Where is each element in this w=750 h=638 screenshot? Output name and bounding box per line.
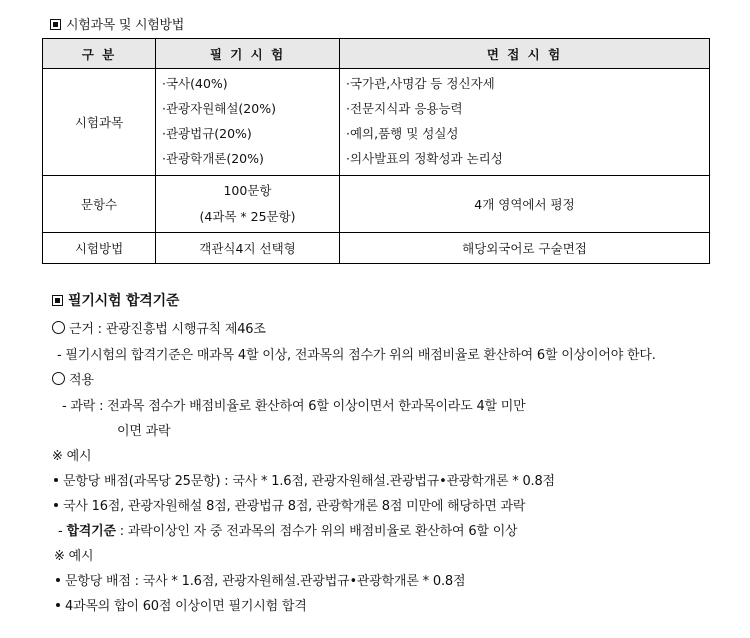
subjects-label: 시험과목: [43, 69, 156, 176]
written-method: 객관식4지 선택형: [156, 233, 340, 264]
table-row-question-count: [43, 176, 710, 233]
header-interview-exam: 면 접 시 험: [340, 39, 710, 69]
table-header-row: [43, 39, 710, 69]
interview-subject-item: ·예의,품행 및 성실성: [346, 126, 459, 141]
section2-heading: [52, 290, 179, 310]
written-subjects-cell: [156, 69, 340, 176]
header-category: 구 분: [43, 39, 156, 69]
square-bullet-icon: [50, 19, 61, 30]
basis-line: [52, 318, 266, 337]
method-label: 시험방법: [43, 233, 156, 264]
circle-bullet-icon: [52, 372, 65, 385]
apply-line: [52, 369, 94, 388]
example2-title: ※ 예시: [54, 549, 94, 564]
question-count-label: 문항수: [43, 176, 156, 233]
apply-text: 적용: [69, 373, 94, 388]
interview-method: 해당외국어로 구술면접: [340, 233, 710, 264]
written-subject-item: ·관광학개론(20%): [162, 151, 264, 166]
exam-table: [42, 38, 710, 264]
pass-criteria-label: 합격기준: [66, 524, 116, 539]
section1-heading: [50, 14, 184, 33]
interview-subject-item: ·의사발표의 정확성과 논리성: [346, 151, 503, 166]
section1-title: 시험과목 및 시험방법: [66, 18, 184, 33]
interview-subject-item: ·국가관,사명감 등 정신자세: [346, 76, 495, 91]
section2-title: 필기시험 합격기준: [68, 293, 180, 309]
example2-item: 4과목의 합이 60점 이상이면 필기시험 합격: [56, 595, 307, 614]
fail-rule-line2: 이면 과락: [117, 424, 171, 439]
interview-subject-item: ·전문지식과 응용능력: [346, 101, 463, 116]
written-question-count-cell: [156, 176, 340, 233]
table-row-method: [43, 233, 710, 264]
basis-detail: - 필기시험의 합격기준은 매과목 4할 이상, 전과목의 점수가 위의 배점비율로 환산하여 6할 이상이어야 한다.: [57, 348, 656, 363]
fail-rule-line1: - 과락 : 전과목 점수가 배점비율로 환산하여 6할 이상이면서 한과목이라도 4할 미만: [62, 399, 526, 414]
example1-item: 문항당 배점(과목당 25문항) : 국사 * 1.6점, 관광자원해설.관광법규•관광학개론 * 0.8점: [54, 470, 555, 489]
example1-title: ※ 예시: [52, 449, 92, 464]
dot-bullet-icon: [54, 503, 58, 507]
basis-text: 근거 : 관광진흥법 시행규칙 제46조: [69, 322, 266, 337]
example1-item: 국사 16점, 관광자원해설 8점, 관광법규 8점, 관광학개론 8점 미만에 해당하면 과락: [54, 495, 525, 514]
interview-subjects-cell: [340, 69, 710, 176]
pass-criteria-line: - 합격기준 : 과락이상인 자 중 전과목의 점수가 위의 배점비율로 환산하여 6할 이상: [58, 524, 518, 539]
square-bullet-icon: [52, 295, 63, 306]
written-subject-item: ·관광자원해설(20%): [162, 101, 276, 116]
circle-bullet-icon: [52, 321, 65, 334]
written-question-count: 100문항: [223, 183, 272, 198]
dot-bullet-icon: [56, 578, 60, 582]
header-written-exam: 필 기 시 험: [156, 39, 340, 69]
example2-item: 문항당 배점 : 국사 * 1.6점, 관광자원해설.관광법규•관광학개론 * 0.8점: [56, 570, 465, 589]
written-question-breakdown: (4과목 * 25문항): [199, 209, 296, 224]
table-row-subjects: [43, 69, 710, 176]
dot-bullet-icon: [56, 603, 60, 607]
dot-bullet-icon: [54, 478, 58, 482]
interview-evaluation: 4개 영역에서 평정: [340, 176, 710, 233]
written-subject-item: ·국사(40%): [162, 76, 228, 91]
written-subject-item: ·관광법규(20%): [162, 126, 252, 141]
